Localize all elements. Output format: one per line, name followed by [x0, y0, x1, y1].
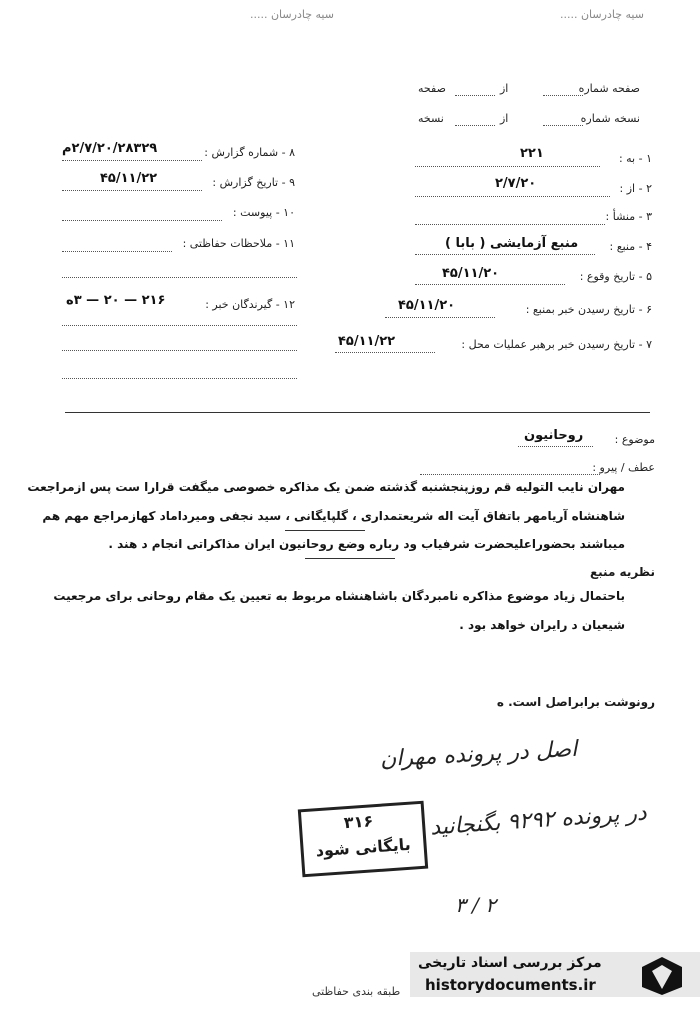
field-dots: [62, 190, 202, 191]
copy-note: رونوشت برابراصل است. ه: [496, 695, 655, 709]
page-number-label: صفحه شماره: [578, 82, 640, 95]
field-label: ۷ - تاریخ رسیدن خبر برهبر عملیات محل :: [461, 338, 652, 351]
header-top-center: سیه چادرسان .....: [250, 8, 334, 21]
field-dots: [335, 352, 435, 353]
page-unit-label: صفحه: [418, 82, 446, 95]
header-top-left: سیه چادرسان .....: [560, 8, 644, 21]
field-label: ۱۲ - گیرندگان خبر :: [205, 298, 295, 311]
field-dots-extra: [62, 350, 297, 351]
field-dots: [415, 166, 600, 167]
copy-unit-label: نسخه: [418, 112, 444, 125]
field-dots-extra: [62, 277, 297, 278]
field-label: ۸ - شماره گزارش :: [204, 146, 295, 159]
watermark-url: historydocuments.ir: [425, 976, 596, 994]
field-value: ۴۵/۱۱/۲۰: [398, 298, 456, 313]
reference-dots: [420, 474, 600, 475]
underline-mark: [285, 530, 365, 531]
field-dots: [62, 220, 222, 221]
security-classification: طبقه بندی حفاظتی: [312, 985, 401, 998]
copy-of-label: از: [500, 112, 509, 125]
page-of-dots: [455, 95, 495, 96]
field-value: ۲/۷/۲۰/۲۸۳۲۹م: [62, 141, 158, 156]
field-dots: [385, 317, 495, 318]
handwritten-initials: ۲ / ۳: [455, 893, 496, 917]
field-value: ۲۱۶ — ۲۰ — ۳ه: [66, 293, 166, 308]
field-value: منبع آزمایشی ( بابا ): [445, 236, 579, 251]
field-value: ۲/۷/۲۰: [495, 176, 537, 191]
body-line: شاهنشاه آریامهر باتفاق آیت اله شریعتمداری ، گلپایگانی ، سید نجفی ومیرداماد کهازمراجع مهم هم: [42, 509, 625, 523]
analysis-line: باحتمال زیاد موضوع مذاکره نامبردگان باشاهنشاه مربوط به تعیین یک مقام روحانی برای مرجعیت: [53, 589, 625, 603]
analysis-title: نظریه منبع: [589, 565, 655, 579]
field-label: ۵ - تاریخ وقوع :: [579, 270, 652, 283]
field-label: ۳ - منشأ :: [605, 210, 652, 223]
field-dots: [415, 224, 605, 225]
field-label: ۴ - منبع :: [609, 240, 652, 253]
field-dots: [415, 284, 565, 285]
underline-mark: [305, 558, 395, 559]
field-label: ۲ - از :: [619, 182, 652, 195]
watermark-brand: مرکز بررسی اسناد تاریخی: [418, 955, 602, 971]
copy-number-label: نسخه شماره: [580, 112, 640, 125]
field-dots: [415, 196, 610, 197]
field-dots: [62, 160, 202, 161]
handwritten-note-1: اصل در پرونده مهران: [379, 736, 578, 773]
handwritten-note-2: در پرونده ۹۲۹۲ بگنجانید: [429, 800, 648, 841]
section-divider: [65, 412, 650, 413]
body-line: میباشند بحضوراعلیحضرت شرفیاب ود رباره وضع روحانیون ایران مذاکراتی انجام د هند .: [108, 537, 625, 551]
field-dots-extra: [62, 325, 297, 326]
field-label: ۹ - تاریخ گزارش :: [212, 176, 295, 189]
archive-stamp: [298, 801, 428, 878]
subject-label: موضوع :: [614, 433, 655, 446]
field-value: ۲۲۱: [520, 146, 544, 161]
field-dots: [415, 254, 595, 255]
field-label: ۶ - تاریخ رسیدن خبر بمنبع :: [525, 303, 652, 316]
field-dots-extra: [62, 378, 297, 379]
field-label: ۱۰ - پیوست :: [232, 206, 295, 219]
page-of-label: از: [500, 82, 509, 95]
field-value: ۴۵/۱۱/۲۲: [338, 334, 396, 349]
field-value: ۴۵/۱۱/۲۲: [100, 171, 158, 186]
stamp-text: بایگانی شود: [315, 834, 412, 861]
field-value: ۴۵/۱۱/۲۰: [442, 266, 500, 281]
reference-label: عطف / پیرو :: [592, 461, 655, 474]
copy-number-dots: [543, 125, 583, 126]
field-label: ۱ - به :: [618, 152, 652, 165]
stamp-number: ۳۱۶: [343, 811, 374, 833]
field-label: ۱۱ - ملاحظات حفاظتی :: [182, 237, 295, 250]
analysis-line: شیعیان د رایران خواهد بود .: [459, 618, 625, 632]
subject-dots: [518, 446, 593, 447]
page-number-dots: [543, 95, 583, 96]
field-dots: [62, 251, 172, 252]
body-line: مهران نایب التولیه قم روزپنجشنبه گذشته ضمن یک مذاکره خصوصی میگفت قرارا ست پس ازمراجعت: [27, 480, 625, 494]
subject-value: روحانیون: [524, 428, 584, 443]
copy-of-dots: [455, 125, 495, 126]
watermark-logo-icon: [638, 953, 686, 997]
